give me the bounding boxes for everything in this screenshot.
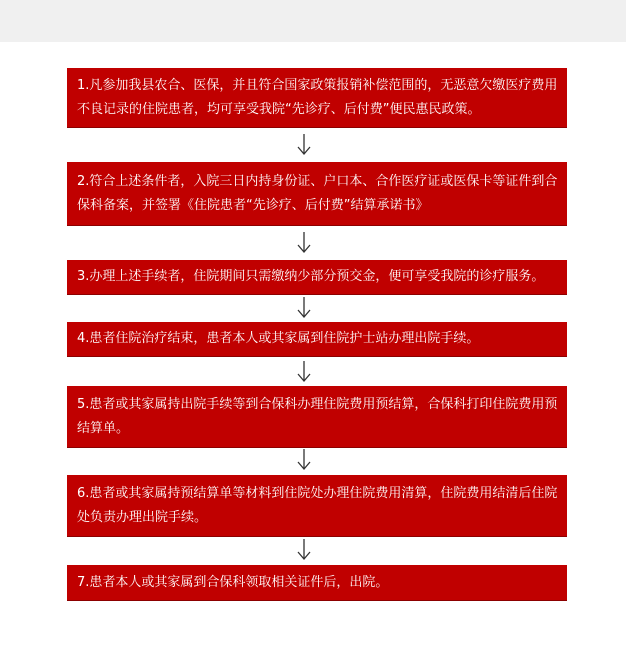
step-box-4	[67, 322, 567, 357]
step-text-5: 5.患者或其家属持出院手续等到合保科办理住院费用预结算，合保科打印住院费用预结算单。	[77, 396, 558, 436]
arrow-down-icon	[294, 448, 314, 472]
step-text-6: 6.患者或其家属持预结算单等材料到住院处办理住院费用清算，住院费用结清后住院处负责办理出院手续。	[77, 485, 558, 525]
arrow-down-icon	[294, 231, 314, 255]
step-text-1: 1.凡参加我县农合、医保，并且符合国家政策报销补偿范围的，无恶意欠缴医疗费用不良记录的住院患者，均可享受我院“先诊疗、后付费”便民惠民政策。	[77, 77, 558, 117]
step-box-6	[67, 475, 567, 537]
step-box-5	[67, 386, 567, 448]
arrow-down-icon	[294, 360, 314, 384]
step-box-7	[67, 565, 567, 601]
step-text-4: 4.患者住院治疗结束，患者本人或其家属到住院护士站办理出院手续。	[77, 331, 480, 346]
arrow-down-icon	[294, 296, 314, 320]
step-box-1	[67, 68, 567, 128]
step-text-3: 3.办理上述手续者，住院期间只需缴纳少部分预交金，便可享受我院的诊疗服务。	[77, 269, 545, 284]
arrow-down-icon	[294, 538, 314, 562]
arrow-down-icon	[294, 133, 314, 157]
step-box-2	[67, 162, 567, 226]
top-bar	[0, 0, 626, 42]
step-text-2: 2.符合上述条件者，入院三日内持身份证、户口本、合作医疗证或医保卡等证件到合保科备案，并签署《住院患者“先诊疗、后付费”结算承诺书》	[77, 173, 558, 213]
step-box-3	[67, 260, 567, 295]
step-text-7: 7.患者本人或其家属到合保科领取相关证件后，出院。	[77, 574, 389, 590]
